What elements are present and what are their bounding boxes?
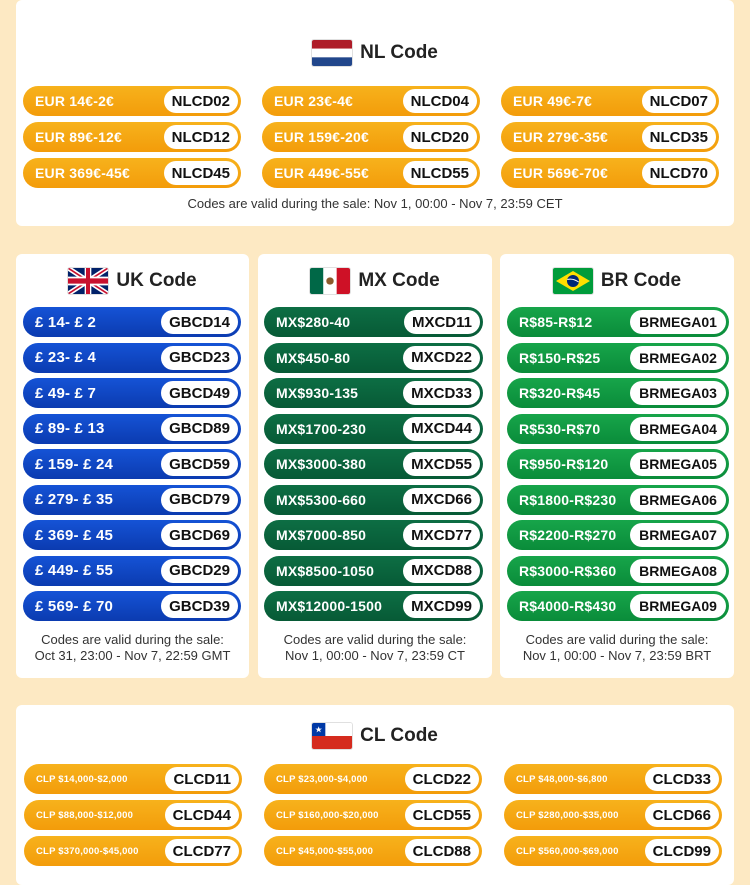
- uk-code-amount: £ 23- £ 4: [35, 349, 97, 366]
- br-code-amount: R$4000-R$430: [519, 598, 617, 614]
- nl-code-amount: EUR 449€-55€: [274, 165, 370, 181]
- cl-code-pill[interactable]: [264, 764, 482, 794]
- uk-code-amount: £ 89- £ 13: [35, 420, 105, 437]
- nl-code-value[interactable]: NLCD45: [164, 161, 238, 185]
- cl-code-pill[interactable]: [264, 800, 482, 830]
- uk-code-value[interactable]: GBCD23: [161, 346, 238, 370]
- uk-code-amount: £ 569- £ 70: [35, 597, 114, 615]
- cl-code-amount: CLP $280,000-$35,000: [516, 809, 619, 821]
- br-code-value[interactable]: BRMEGA02: [630, 346, 726, 370]
- cl-code-amount: CLP $14,000-$2,000: [36, 773, 128, 785]
- uk-flag-icon: [68, 268, 108, 294]
- br-code-value[interactable]: BRMEGA05: [630, 452, 726, 476]
- mx-code-title-text: MX Code: [358, 270, 440, 291]
- nl-code-pill[interactable]: [501, 122, 719, 152]
- uk-code-title-text: UK Code: [116, 270, 197, 291]
- cl-code-title-text: CL Code: [360, 725, 438, 746]
- br-code-amount: R$320-R$45: [519, 385, 601, 401]
- mx-code-amount: MX$930-135: [276, 385, 359, 401]
- mexico-flag-icon: [310, 268, 350, 294]
- mx-code-amount: MX$7000-850: [276, 527, 367, 543]
- uk-code-pill[interactable]: [23, 414, 241, 444]
- netherlands-flag-icon: [312, 40, 352, 66]
- br-code-amount: R$530-R$70: [519, 420, 601, 437]
- br-code-amount: R$2200-R$270: [519, 527, 617, 543]
- nl-code-value[interactable]: NLCD70: [642, 161, 716, 185]
- uk-code-pill[interactable]: [23, 449, 241, 479]
- mx-code-pill[interactable]: [264, 556, 483, 586]
- br-code-pill[interactable]: [507, 591, 729, 621]
- br-code-amount: R$950-R$120: [519, 456, 609, 472]
- uk-code-amount: £ 449- £ 55: [35, 562, 114, 579]
- nl-code-pill[interactable]: [23, 122, 241, 152]
- mx-code-pill[interactable]: [264, 591, 483, 621]
- cl-code-pill[interactable]: [264, 836, 482, 866]
- cl-code-value[interactable]: CLCD88: [405, 839, 479, 863]
- nl-code-value[interactable]: NLCD02: [164, 89, 238, 113]
- mx-code-value[interactable]: MXCD22: [403, 346, 480, 370]
- nl-code-pill[interactable]: [501, 86, 719, 116]
- cl-code-amount: CLP $88,000-$12,000: [36, 809, 134, 821]
- cl-code-value[interactable]: CLCD44: [165, 803, 239, 827]
- nl-code-panel: [16, 0, 734, 226]
- uk-validity-note: [16, 632, 249, 664]
- uk-code-value[interactable]: GBCD79: [161, 488, 238, 512]
- nl-code-pill[interactable]: [23, 86, 241, 116]
- cl-code-panel: [16, 705, 734, 885]
- mx-code-value[interactable]: MXCD11: [404, 310, 480, 334]
- mx-code-pill[interactable]: [264, 307, 483, 337]
- nl-code-value[interactable]: NLCD55: [403, 161, 477, 185]
- uk-code-pill[interactable]: [23, 378, 241, 408]
- br-validity-note: [500, 632, 734, 664]
- mx-code-value[interactable]: MXCD33: [403, 381, 480, 405]
- cl-code-value[interactable]: CLCD77: [165, 839, 239, 863]
- br-code-pill[interactable]: [507, 449, 729, 479]
- mx-code-value[interactable]: MXCD77: [403, 523, 480, 547]
- uk-code-title: [16, 268, 249, 294]
- br-code-pill[interactable]: [507, 414, 729, 444]
- nl-code-amount: EUR 49€-7€: [513, 93, 593, 109]
- nl-code-title-text: NL Code: [360, 42, 438, 63]
- uk-code-pill[interactable]: [23, 307, 241, 337]
- mx-validity-note-line1: Codes are valid during the sale:: [283, 632, 467, 647]
- br-code-amount: R$1800-R$230: [519, 491, 617, 508]
- br-code-value[interactable]: BRMEGA01: [630, 310, 726, 334]
- uk-validity-note-line1: Codes are valid during the sale:: [41, 632, 224, 647]
- mx-code-pill[interactable]: [264, 485, 483, 515]
- mx-code-pill[interactable]: [264, 449, 483, 479]
- nl-code-amount: EUR 89€-12€: [35, 129, 123, 145]
- uk-code-pill[interactable]: [23, 556, 241, 586]
- nl-code-amount: EUR 159€-20€: [274, 129, 370, 145]
- mx-code-amount: MX$8500-1050: [276, 562, 375, 579]
- uk-code-value[interactable]: GBCD14: [161, 310, 238, 334]
- mx-code-amount: MX$12000-1500: [276, 598, 383, 614]
- br-code-pill[interactable]: [507, 378, 729, 408]
- mx-code-pill[interactable]: [264, 414, 483, 444]
- br-code-value[interactable]: BRMEGA06: [630, 488, 726, 512]
- nl-code-value[interactable]: NLCD20: [403, 125, 477, 149]
- nl-code-value[interactable]: NLCD12: [164, 125, 238, 149]
- br-code-title: [500, 268, 734, 294]
- nl-code-amount: EUR 23€-4€: [274, 93, 354, 109]
- uk-code-amount: £ 369- £ 45: [35, 526, 114, 544]
- mx-code-pill[interactable]: [264, 378, 483, 408]
- nl-code-pill[interactable]: [262, 122, 480, 152]
- nl-code-value[interactable]: NLCD35: [642, 125, 716, 149]
- br-code-pill[interactable]: [507, 485, 729, 515]
- nl-code-value[interactable]: NLCD04: [403, 89, 477, 113]
- mx-code-amount: MX$3000-380: [276, 456, 367, 472]
- cl-code-value[interactable]: CLCD33: [645, 767, 719, 791]
- br-code-pill[interactable]: [507, 556, 729, 586]
- uk-code-pill[interactable]: [23, 591, 241, 621]
- cl-code-pill[interactable]: [24, 800, 242, 830]
- uk-code-value[interactable]: GBCD29: [161, 559, 238, 583]
- cl-code-amount: CLP $23,000-$4,000: [276, 773, 368, 785]
- mx-code-amount: MX$5300-660: [276, 491, 367, 508]
- uk-code-amount: £ 49- £ 7: [35, 384, 97, 402]
- cl-code-amount: CLP $560,000-$69,000: [516, 845, 619, 857]
- cl-code-pill[interactable]: [24, 836, 242, 866]
- mx-validity-note: [258, 632, 492, 664]
- cl-code-pill[interactable]: [504, 836, 722, 866]
- br-code-amount: R$85-R$12: [519, 314, 593, 330]
- nl-code-amount: EUR 569€-70€: [513, 165, 609, 181]
- br-code-value[interactable]: BRMEGA03: [630, 381, 726, 405]
- mx-code-pill[interactable]: [264, 343, 483, 373]
- cl-code-value[interactable]: CLCD11: [165, 767, 239, 791]
- br-code-amount: R$3000-R$360: [519, 562, 617, 579]
- cl-code-pill[interactable]: [504, 800, 722, 830]
- chile-flag-icon: [312, 723, 352, 749]
- br-validity-note-line2: Nov 1, 00:00 - Nov 7, 23:59 BRT: [522, 648, 712, 663]
- mx-code-value[interactable]: MXCD66: [403, 488, 480, 512]
- br-code-pill[interactable]: [507, 307, 729, 337]
- mx-code-pill[interactable]: [264, 520, 483, 550]
- uk-code-pill[interactable]: [23, 343, 241, 373]
- uk-code-pill[interactable]: [23, 520, 241, 550]
- br-code-pill[interactable]: [507, 343, 729, 373]
- br-code-pill[interactable]: [507, 520, 729, 550]
- nl-code-pill[interactable]: [23, 158, 241, 188]
- nl-code-title: [16, 40, 734, 66]
- cl-code-title: [16, 723, 734, 749]
- mx-code-panel: [258, 254, 492, 678]
- cl-code-value[interactable]: CLCD55: [405, 803, 479, 827]
- cl-code-amount: CLP $45,000-$55,000: [276, 845, 374, 857]
- uk-validity-note-line2: Oct 31, 23:00 - Nov 7, 22:59 GMT: [34, 648, 231, 663]
- uk-code-value[interactable]: GBCD89: [161, 417, 238, 441]
- nl-validity-note: Codes are valid during the sale: Nov 1, 00:00 - Nov 7, 23:59 CET: [187, 196, 563, 211]
- uk-code-amount: £ 14- £ 2: [35, 313, 97, 331]
- uk-code-value[interactable]: GBCD69: [161, 523, 238, 547]
- uk-code-panel: [16, 254, 249, 678]
- uk-code-value[interactable]: GBCD49: [161, 381, 238, 405]
- mx-code-value[interactable]: MXCD55: [403, 452, 480, 476]
- mx-validity-note-line2: Nov 1, 00:00 - Nov 7, 23:59 CT: [285, 648, 465, 663]
- cl-code-pill[interactable]: [24, 764, 242, 794]
- nl-code-amount: EUR 279€-35€: [513, 129, 609, 145]
- nl-code-amount: EUR 369€-45€: [35, 165, 131, 181]
- nl-code-amount: EUR 14€-2€: [35, 93, 115, 109]
- cl-code-pill[interactable]: [504, 764, 722, 794]
- br-code-value[interactable]: BRMEGA08: [630, 559, 726, 583]
- nl-code-pill[interactable]: [501, 158, 719, 188]
- mx-code-title: [258, 268, 492, 294]
- uk-code-value[interactable]: GBCD59: [161, 452, 238, 476]
- cl-code-amount: CLP $370,000-$45,000: [36, 845, 139, 857]
- uk-code-value[interactable]: GBCD39: [161, 594, 238, 618]
- uk-code-amount: £ 279- £ 35: [35, 491, 114, 508]
- mx-code-amount: MX$450-80: [276, 349, 351, 366]
- mx-code-value[interactable]: MXCD44: [403, 417, 480, 441]
- nl-code-pill[interactable]: [262, 158, 480, 188]
- uk-code-pill[interactable]: [23, 485, 241, 515]
- mx-code-amount: MX$1700-230: [276, 420, 367, 437]
- cl-code-value[interactable]: CLCD66: [645, 803, 719, 827]
- br-code-value[interactable]: BRMEGA04: [630, 417, 726, 441]
- br-validity-note-line1: Codes are valid during the sale:: [525, 632, 709, 647]
- cl-code-value[interactable]: CLCD99: [645, 839, 719, 863]
- cl-code-amount: CLP $160,000-$20,000: [276, 809, 379, 821]
- mx-code-amount: MX$280-40: [276, 314, 351, 330]
- cl-code-amount: CLP $48,000-$6,800: [516, 773, 608, 785]
- br-code-value[interactable]: BRMEGA09: [630, 594, 726, 618]
- mx-code-value[interactable]: MXCD88: [403, 559, 480, 583]
- br-code-panel: [500, 254, 734, 678]
- br-code-amount: R$150-R$25: [519, 349, 601, 366]
- nl-code-pill[interactable]: [262, 86, 480, 116]
- mx-code-value[interactable]: MXCD99: [403, 594, 480, 618]
- brazil-flag-icon: [553, 268, 593, 294]
- cl-code-value[interactable]: CLCD22: [405, 767, 479, 791]
- uk-code-amount: £ 159- £ 24: [35, 455, 114, 473]
- nl-code-value[interactable]: NLCD07: [642, 89, 716, 113]
- br-code-title-text: BR Code: [600, 270, 682, 291]
- br-code-value[interactable]: BRMEGA07: [630, 523, 726, 547]
